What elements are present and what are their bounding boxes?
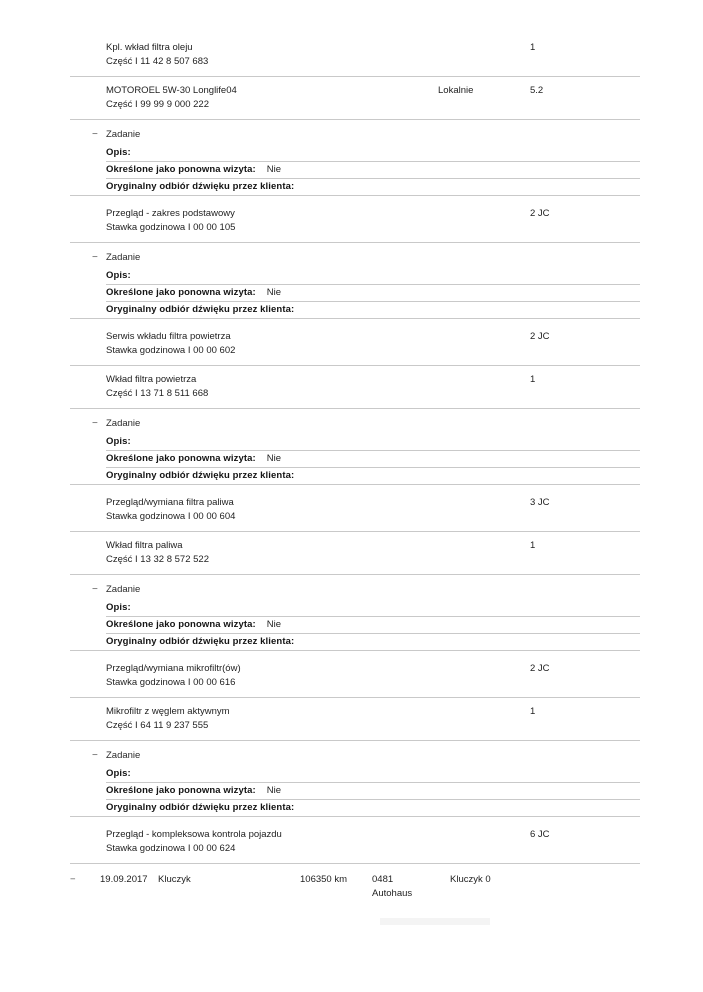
line-item-quantity: 3 JC [530, 497, 550, 508]
event-mileage: 106350 km [300, 874, 348, 885]
task-repeat-value: Nie [266, 164, 282, 175]
task-description-row [70, 600, 640, 616]
line-item-description [106, 373, 438, 400]
task-audio-label: Oryginalny odbiór dźwięku przez klienta: [106, 802, 295, 813]
line-item [70, 655, 640, 698]
line-item-description [106, 828, 438, 855]
task-description-row [70, 268, 640, 284]
task-title: Zadanie [106, 418, 141, 429]
task-description-label: Opis: [106, 436, 131, 447]
task-repeat-label: Określone jako ponowna wizyta: [106, 619, 256, 630]
task-description-row [70, 766, 640, 782]
line-item-reference: Część I 99 99 9 000 222 [106, 98, 209, 110]
collapse-toggle-icon[interactable]: − [92, 252, 98, 263]
line-item-reference: Część I 13 32 8 572 522 [106, 553, 209, 565]
line-item-description [106, 496, 438, 523]
task-audio-label: Oryginalny odbiór dźwięku przez klienta: [106, 181, 295, 192]
task-details [70, 145, 640, 200]
line-item [70, 698, 640, 741]
collapse-toggle-icon[interactable]: − [92, 418, 98, 429]
divider [70, 195, 640, 196]
task-header[interactable] [70, 120, 640, 145]
line-item-quantity: 1 [530, 42, 536, 53]
task-details [70, 434, 640, 489]
task-repeat-row [70, 285, 640, 301]
task-repeat-row [70, 783, 640, 799]
line-item [70, 34, 640, 77]
task-audio-row [70, 468, 640, 484]
line-item [70, 532, 640, 575]
collapse-toggle-icon[interactable]: − [92, 750, 98, 761]
task-title: Zadanie [106, 750, 141, 761]
line-item-reference: Część I 13 71 8 511 668 [106, 387, 209, 399]
task-audio-row [70, 179, 640, 195]
line-item-quantity: 1 [530, 706, 536, 717]
line-item [70, 489, 640, 532]
task-repeat-value: Nie [266, 287, 282, 298]
task-audio-label: Oryginalny odbiór dźwięku przez klienta: [106, 304, 295, 315]
line-item-quantity: 2 JC [530, 331, 550, 342]
task-block [70, 409, 640, 575]
line-item [70, 77, 640, 120]
task-repeat-value: Nie [266, 453, 282, 464]
task-audio-row [70, 302, 640, 318]
line-item-quantity: 2 JC [530, 663, 550, 674]
line-item-reference: Stawka godzinowa I 00 00 105 [106, 221, 236, 233]
collapse-toggle-icon[interactable]: − [70, 874, 76, 885]
divider [70, 484, 640, 485]
task-audio-label: Oryginalny odbiór dźwięku przez klienta: [106, 470, 295, 481]
line-item-title: Serwis wkładu filtra powietrza [106, 331, 231, 342]
line-item-indent [70, 84, 106, 85]
line-item-quantity: 6 JC [530, 829, 550, 840]
line-item-reference: Część I 11 42 8 507 683 [106, 55, 209, 67]
collapse-toggle-icon[interactable]: − [92, 129, 98, 140]
task-header[interactable] [70, 741, 640, 766]
line-item-title: Wkład filtra powietrza [106, 374, 197, 385]
task-audio-label: Oryginalny odbiór dźwięku przez klienta: [106, 636, 295, 647]
event-dealer-code [372, 873, 450, 900]
task-description-label: Opis: [106, 602, 131, 613]
event-dealer-number: 0481 [372, 874, 394, 885]
line-item-reference: Stawka godzinowa I 00 00 604 [106, 510, 236, 522]
task-description-label: Opis: [106, 147, 131, 158]
task-audio-row [70, 634, 640, 650]
line-item-description [106, 330, 438, 357]
divider [70, 816, 640, 817]
line-item-title: Kpl. wkład filtra oleju [106, 42, 193, 53]
event-date: 19.09.2017 [100, 874, 148, 885]
service-event-row[interactable] [70, 864, 640, 900]
task-description-row [70, 434, 640, 450]
task-block [70, 575, 640, 741]
task-description-row [70, 145, 640, 161]
task-repeat-value: Nie [266, 785, 282, 796]
line-item-reference: Stawka godzinowa I 00 00 624 [106, 842, 236, 854]
task-header[interactable] [70, 575, 640, 600]
line-item-reference: Stawka godzinowa I 00 00 602 [106, 344, 236, 356]
divider [70, 650, 640, 651]
task-repeat-label: Określone jako ponowna wizyta: [106, 785, 256, 796]
task-block [70, 120, 640, 243]
line-item-description [106, 705, 438, 732]
task-repeat-row [70, 451, 640, 467]
line-item-description [106, 207, 438, 234]
line-item-description [106, 539, 438, 566]
line-item-title: Mikrofiltr z węglem aktywnym [106, 706, 230, 717]
task-title: Zadanie [106, 129, 141, 140]
line-item-quantity: 5.2 [530, 85, 544, 96]
task-title: Zadanie [106, 584, 141, 595]
line-item-description [106, 662, 438, 689]
task-repeat-label: Określone jako ponowna wizyta: [106, 287, 256, 298]
divider [70, 318, 640, 319]
task-audio-row [70, 800, 640, 816]
line-item [70, 200, 640, 243]
task-title: Zadanie [106, 252, 141, 263]
line-item-title: Przegląd/wymiana filtra paliwa [106, 497, 234, 508]
task-repeat-row [70, 162, 640, 178]
line-item-title: Przegląd - zakres podstawowy [106, 208, 235, 219]
line-item-indent [70, 41, 106, 42]
task-header[interactable] [70, 243, 640, 268]
line-item-source: Lokalnie [438, 85, 474, 96]
line-item-title: Przegląd - kompleksowa kontrola pojazdu [106, 829, 282, 840]
task-details [70, 766, 640, 821]
task-repeat-label: Określone jako ponowna wizyta: [106, 453, 256, 464]
event-type: Kluczyk [158, 874, 191, 885]
task-description-label: Opis: [106, 270, 131, 281]
page-footer-mark [380, 918, 490, 925]
line-item-title: MOTOROEL 5W-30 Longlife04 [106, 85, 237, 96]
line-item [70, 323, 640, 366]
line-item-quantity: 1 [530, 540, 536, 551]
event-detail: Kluczyk 0 [450, 874, 491, 885]
line-item-description [106, 84, 438, 111]
collapse-toggle-icon[interactable]: − [92, 584, 98, 595]
task-block [70, 741, 640, 864]
event-dealer-name: Autohaus [372, 887, 413, 899]
task-header[interactable] [70, 409, 640, 434]
task-description-label: Opis: [106, 768, 131, 779]
task-block [70, 243, 640, 409]
line-item-title: Wkład filtra paliwa [106, 540, 183, 551]
line-item-quantity: 2 JC [530, 208, 550, 219]
line-item [70, 366, 640, 409]
task-repeat-label: Określone jako ponowna wizyta: [106, 164, 256, 175]
service-history-content [70, 34, 640, 900]
task-repeat-row [70, 617, 640, 633]
task-details [70, 268, 640, 323]
line-item-quantity: 1 [530, 374, 536, 385]
task-repeat-value: Nie [266, 619, 282, 630]
line-item-reference: Stawka godzinowa I 00 00 616 [106, 676, 236, 688]
line-item-title: Przegląd/wymiana mikrofiltr(ów) [106, 663, 241, 674]
line-item [70, 821, 640, 864]
line-item-reference: Część I 64 11 9 237 555 [106, 719, 209, 731]
task-details [70, 600, 640, 655]
line-item-description [106, 41, 438, 68]
